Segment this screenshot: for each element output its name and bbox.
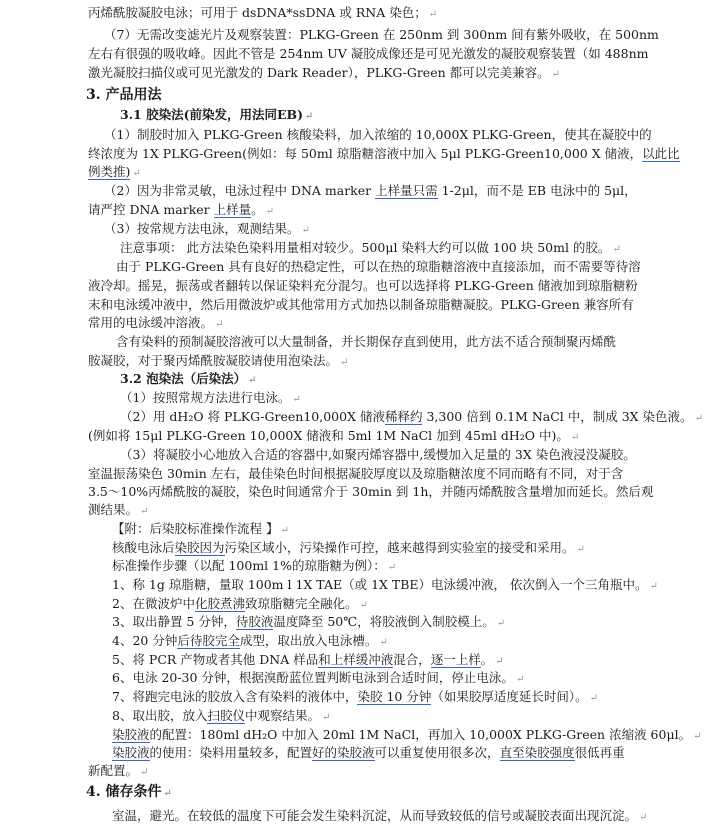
text-line: （1）制胶时加入 PLKG-Green 核酸染料，加入浓缩的 10,000X PLKG-Green，使其在凝胶中的 [104,127,652,142]
text-line: 染胶液的配置：180ml dH₂O 中加入 20ml 1M NaCl，再加入 10,000X PLKG-Green 浓缩液 60μl。 ↵ [112,727,702,742]
step-item: 2、在微波炉中化胶煮沸致琼脂糖完全融化。 ↵ [112,596,368,611]
text-line: 室温，避光。在较低的温度下可能会发生染料沉淀，从而导致较低的信号或凝胶表面出现沉淀。 ↵ [112,808,648,823]
step-item: 1、称 1g 琼脂糖，量取 100m l 1X TAE（或 1X TBE）电泳缓冲液， 依次倒入一个三角瓶中。 ↵ [112,577,658,592]
text-line: 由于 PLKG-Green 具有良好的热稳定性，可以在热的琼脂糖溶液中直接添加，而不需要等待溶 [116,259,641,274]
text-line: （7）无需改变滤光片及观察装置：PLKG-Green 在 250nm 到 300nm 间有紫外吸收，在 500nm [104,27,659,42]
text-line: 请严控 DNA marker 上样量。 ↵ [88,202,275,217]
grammar-underline: 直至染胶强度 [499,745,575,760]
grammar-underline: 逐一上样 [430,652,481,667]
text-line: （2）因为非常灵敏，电泳过程中 DNA marker 上样量只需 1-2μl，而不是 EB 电泳中的 5μl， [104,183,637,198]
grammar-underline: 以此比 [642,146,680,161]
text-line: 染胶液的使用：染料用量较多，配置好的染胶液可以重复使用很多次，直至染胶强度很低再重 [112,745,625,760]
text-line: （3）按常规方法电泳，观测结果。 ↵ [104,221,310,236]
text-line: 室温振荡染色 30min 左右，最佳染色时间根据凝胶厚度以及琼脂糖浓度不同而略有不同，对于含 [88,466,624,481]
grammar-underline: 例类推) [88,164,131,179]
text-line: 终浓度为 1X PLKG-Green(例如：每 50ml 琼脂糖溶液中加入 5μl PLKG-Green10,000 X 储液，以此比 [88,146,680,161]
section-heading: 4. 储存条件 ↵ [86,784,172,800]
text-line: （2）用 dH₂O 将 PLKG-Green10,000X 储液稀释约 3,300 倍到 0.1M NaCl 中，制成 3X 染色液。 ↵ [120,409,703,424]
text-line: 标准操作步骤（以配 100ml 1%的琼脂糖为例）： ↵ [112,558,397,573]
text-line: 丙烯酰胺凝胶电泳；可用于 dsDNA*ssDNA 或 RNA 染色； ↵ [88,5,438,20]
subsection-heading: 3.1 胶染法(前染发，用法同EB) ↵ [120,107,314,122]
text-line: 核酸电泳后染胶因为污染区域小，污染操作可控，越来越得到实验室的接受和采用。 ↵ [112,540,585,555]
text-line: 测结果。 ↵ [88,502,149,517]
text-line: 末和电泳缓冲液中，然后用微波炉或其他常用方式加热以制备琼脂糖凝胶。PLKG-Green 兼容所有 [88,297,634,312]
grammar-underline: 后待胶完全 [177,633,240,648]
grammar-underline: 染胶液 [112,745,150,760]
grammar-underline: 稀释约 [384,409,423,424]
step-item: 3、取出静置 5 分钟，待胶液温度降至 50℃，将胶液倒入制胶模上。 ↵ [112,614,506,629]
text-line: 液冷却。摇晃，振荡或者翻转以保证染料充分混匀。也可以选择将 PLKG-Green 储液加到琼脂糖粉 [88,278,638,293]
text-line: （1）按照常规方法进行电泳。 ↵ [120,390,301,405]
text-line: 左右有很强的吸收峰。因此不管是 254nm UV 凝胶成像还是可见光激发的凝胶观察装置（如 488nm [88,46,649,61]
subsection-heading: 3.2 泡染法（后染法） ↵ [120,371,257,386]
section-heading: 3. 产品用法 [86,87,162,103]
text-line: 激光凝胶扫描仪或可见光激发的 Dark Reader），PLKG-Green 都可以完美兼容。 ↵ [88,65,561,80]
text-line: 新配置。 ↵ [88,763,149,778]
grammar-underline: 染胶 10 分钟 [357,689,432,704]
grammar-underline: 和上样缓冲液 [318,652,394,667]
text-line: （3）将凝胶小心地放入合适的容器中,如聚丙烯容器中,缓慢加入足量的 3X 染色液浸没凝胶。 [120,447,636,462]
grammar-underline: 待胶液 [235,614,274,629]
grammar-underline: 化胶煮沸 [194,596,245,611]
step-item: 8、取出胶，放入扫胶仪中观察结果。 ↵ [112,708,331,723]
grammar-underline: 染胶液 [112,727,150,742]
text-line: (例如将 15μl PLKG-Green 10,000X 储液和 5ml 1M NaCl 加到 45ml dH₂O 中)。 ↵ [88,428,580,443]
text-line: 例类推) ↵ [88,164,141,179]
step-item: 4、20 分钟后待胶完全成型，取出放入电泳槽。 ↵ [112,633,388,648]
grammar-underline: 上样量 [213,202,252,217]
text-line: 常用的电泳缓冲溶液。 ↵ [88,315,224,330]
grammar-underline: 染胶因为 [174,540,225,555]
grammar-underline: 好的染胶液 [312,745,375,760]
step-item: 7、将跑完电泳的胶放入含有染料的液体中，染胶 10 分钟（如果胶厚适度延长时间）。 ↵ [112,689,598,704]
step-item: 6、电泳 20-30 分钟，根据溴酚蓝位置判断电泳到合适时间，停止电泳。 ↵ [112,670,525,685]
appendix-title: 【附：后染胶标准操作流程 】 ↵ [112,521,289,536]
text-line: 含有染料的预制凝胶溶液可以大量制备，并长期保存直到使用，此方法不适合预制聚丙烯酰 [116,334,617,349]
text-line: 注意事项： 此方法染色染料用量相对较少。500μl 染料大约可以做 100 块 50ml 的胶。 ↵ [120,240,621,255]
grammar-underline: 扫胶仪 [207,708,245,723]
step-item: 5、将 PCR 产物或者其他 DNA 样品和上样缓冲液混合，逐一上样。 ↵ [112,652,504,667]
text-line: 3.5～10%丙烯酰胺的凝胶，染色时间通常介于 30min 到 1h，并随丙烯酰胺含量增加而延长。然后观 [88,484,654,499]
grammar-underline: 上样量只需 [375,183,438,198]
text-line: 胺凝胶，对于聚丙烯酰胺凝胶请使用泡染法。 ↵ [88,353,349,368]
